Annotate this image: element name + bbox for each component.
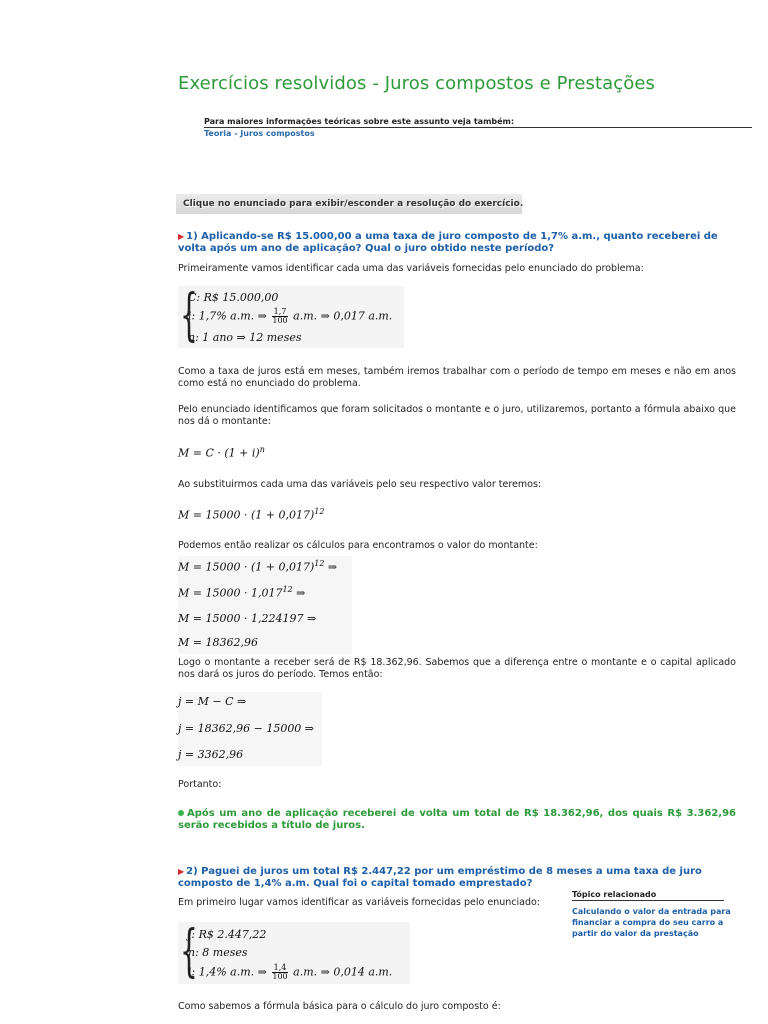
instructions-banner (176, 194, 522, 214)
interest-step-2: j = 18362,96 − 15000 ⇒ (178, 722, 315, 735)
compound-formula: $M = C \cdot (1 + i)^n$ (178, 445, 265, 460)
q2-variables-formula (178, 919, 410, 984)
q1-substitution: $M = 15000 \cdot (1 + 0,017)^{12}$ (178, 507, 325, 522)
calc-step-1: $M = 15000 \cdot (1 + 0,017)^{12}$ ⇒ (178, 559, 338, 574)
q1-calc-text: Podemos então realizar os cálculos para encontramos o valor do montante: (178, 540, 538, 551)
interest-step-1: j = M − C ⇒ (178, 695, 247, 708)
q1-portanto: Portanto: (178, 779, 222, 790)
question-2-toggle[interactable] (178, 866, 736, 890)
calc-step-3: M = 15000 · 1,224197 ⇒ (178, 612, 317, 625)
q1-answer: Após um ano de aplicação receberei de volta um total de R$ 18.362,96, dos quais R$ 3.362,96 serão recebidos a título de juros. (178, 808, 736, 831)
q1-variables-formula (178, 283, 404, 348)
fraction: $\frac{1,4}{100}$ (272, 963, 288, 981)
brace-icon: { (180, 919, 198, 984)
q2-var-i: i: 1,4% a.m. ⇒ $\frac{1,4}{100}$ a.m. ⇒ 0,014 a.m. (188, 963, 393, 981)
related-topic-link[interactable]: Calculando o valor da entrada para financiar a compra do seu carro a partir do valor da prestação (572, 907, 731, 938)
bullet-icon (178, 810, 184, 816)
q1-subst-text: Ao substituirmos cada uma das variáveis pelo seu respectivo valor teremos: (178, 479, 542, 490)
brace-icon: { (180, 283, 198, 348)
interest-step-3: j = 3362,96 (178, 748, 244, 761)
question-2-text: 2) Paguei de juros um total R$ 2.447,22 por um empréstimo de 8 meses a uma taxa de juro composto de 1,4% a.m. Qual foi o capital tomado emprestado? (178, 866, 702, 889)
q2-formula-text: Como sabemos a fórmula básica para o cálculo do juro composto é: (178, 1001, 501, 1012)
theory-link[interactable]: Teoria - Juros compostos (204, 129, 315, 138)
calc-step-2: $M = 15000 \cdot 1,017^{12}$ ⇒ (178, 585, 306, 600)
q1-formula-text: Pelo enunciado identificamos que foram solicitados o montante e o juro, utilizaremos, portanto a fórmula abaixo que nos dá o montante: (178, 404, 736, 427)
q1-identify-text: Primeiramente vamos identificar cada uma das variáveis fornecidas pelo enunciado do problema: (178, 263, 644, 274)
see-also-label: Para maiores informações teóricas sobre este assunto veja também: (204, 117, 752, 128)
q1-var-n: n: 1 ano ⇒ 12 meses (188, 331, 302, 344)
expand-arrow-icon: ▶ (178, 232, 185, 241)
related-topic-heading: Tópico relacionado (572, 890, 724, 901)
q1-calculation (178, 556, 352, 654)
q1-var-c: C: R$ 15.000,00 (188, 291, 279, 304)
fraction: $\frac{1,7}{100}$ (272, 307, 288, 325)
q1-rate-text: Como a taxa de juros está em meses, também iremos trabalhar com o período de tempo em meses e não em anos como está no enunciado do problema. (178, 366, 736, 389)
q1-logo-text: Logo o montante a receber será de R$ 18.362,96. Sabemos que a diferença entre o montante e o capital aplicado nos dará os juros do período. Temos então: (178, 657, 736, 680)
q2-var-n: n: 8 meses (188, 946, 248, 959)
instructions-text: Clique no enunciado para exibir/esconder a resolução do exercício. (183, 199, 524, 209)
q2-identify-text: Em primeiro lugar vamos identificar as variáveis fornecidas pelo enunciado: (178, 897, 540, 908)
calc-step-4: M = 18362,96 (178, 636, 258, 649)
q1-interest-calc (178, 692, 322, 766)
question-1-toggle[interactable] (178, 231, 736, 255)
question-1-text: 1) Aplicando-se R$ 15.000,00 a uma taxa de juro composto de 1,7% a.m., quanto receberei de volta após um ano de aplicação? Qual o juro obtido neste período? (178, 231, 718, 254)
expand-arrow-icon: ▶ (178, 867, 185, 876)
q1-var-i: i: 1,7% a.m. ⇒ $\frac{1,7}{100}$ a.m. ⇒ 0,017 a.m. (188, 307, 393, 325)
page-title: Exercícios resolvidos - Juros compostos e Prestações (178, 73, 656, 94)
q2-var-j: j: R$ 2.447,22 (188, 928, 267, 941)
